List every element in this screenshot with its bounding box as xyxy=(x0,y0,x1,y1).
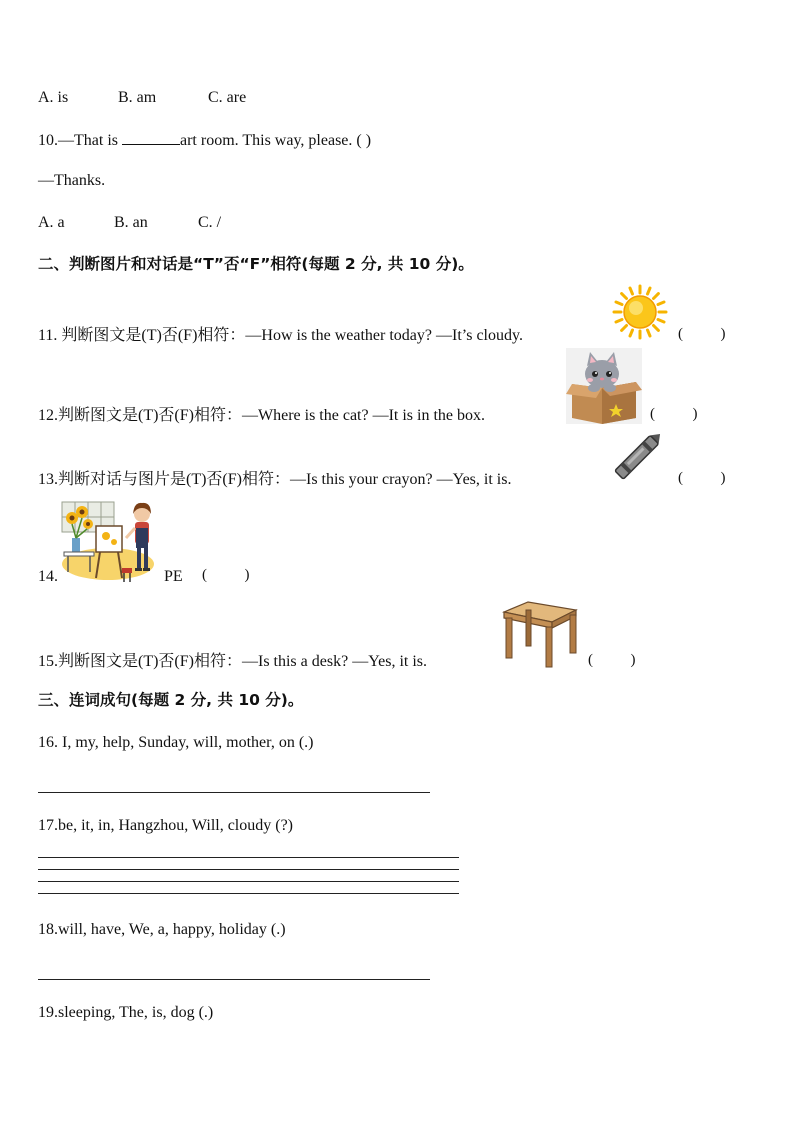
q14-answer-parentheses[interactable]: ( ) xyxy=(202,567,250,583)
q11-answer-parentheses[interactable]: ( ) xyxy=(678,326,726,342)
q14-number: 14. xyxy=(38,568,58,585)
q19-text: 19.sleeping, The, is, dog (.) xyxy=(38,1004,214,1021)
q17-answer-line-3[interactable] xyxy=(38,881,459,882)
q9-option-a: A. is xyxy=(38,89,69,106)
q17-answer-line-2[interactable] xyxy=(38,869,459,870)
q9-option-c: C. are xyxy=(208,89,247,106)
section2-title: 二、判断图片和对话是“T”否“F”相符(每题 2 分, 共 10 分)。 xyxy=(38,255,474,273)
q18-text: 18.will, have, We, a, happy, holiday (.) xyxy=(38,921,286,938)
q11-text: 11. 判断图文是(T)否(F)相符：—How is the weather today? —It’s cloudy. xyxy=(38,327,523,344)
q10-suffix: art room. This way, please. ( ) xyxy=(180,132,372,149)
cat-in-box-icon xyxy=(566,348,642,424)
q10-reply: —Thanks. xyxy=(38,172,106,189)
q10-option-b: B. an xyxy=(114,214,148,231)
q18-answer-line[interactable] xyxy=(38,979,430,980)
art-class-icon xyxy=(58,498,158,584)
desk-icon xyxy=(498,600,580,670)
q17-text: 17.be, it, in, Hangzhou, Will, cloudy (?) xyxy=(38,817,294,834)
q13-text: 13.判断对话与图片是(T)否(F)相符：—Is this your crayon? —Yes, it is. xyxy=(38,471,512,488)
q15-answer-parentheses[interactable]: ( ) xyxy=(588,652,636,668)
q10-question xyxy=(38,130,371,151)
q10-options xyxy=(38,213,221,233)
q16-text: 16. I, my, help, Sunday, will, mother, on (.) xyxy=(38,734,314,751)
q15-text: 15.判断图文是(T)否(F)相符：—Is this a desk? —Yes, it is. xyxy=(38,653,428,670)
q9-option-b: B. am xyxy=(118,89,157,106)
q10-prefix: 10.—That is xyxy=(38,132,122,149)
q17-answer-line-1[interactable] xyxy=(38,857,459,858)
crayon-icon xyxy=(610,430,662,486)
section3-title: 三、连词成句(每题 2 分, 共 10 分)。 xyxy=(38,691,304,709)
q12-answer-parentheses[interactable]: ( ) xyxy=(650,406,698,422)
q16-answer-line[interactable] xyxy=(38,792,430,793)
q14-word: PE xyxy=(164,568,183,585)
q17-answer-line-4[interactable] xyxy=(38,893,459,894)
q12-text: 12.判断图文是(T)否(F)相符：—Where is the cat? —It is in the box. xyxy=(38,407,486,424)
q10-option-a: A. a xyxy=(38,214,65,231)
q9-options xyxy=(38,88,246,108)
q10-blank[interactable] xyxy=(122,130,180,145)
sun-icon xyxy=(612,284,668,340)
q13-answer-parentheses[interactable]: ( ) xyxy=(678,470,726,486)
q10-option-c: C. / xyxy=(198,214,222,231)
